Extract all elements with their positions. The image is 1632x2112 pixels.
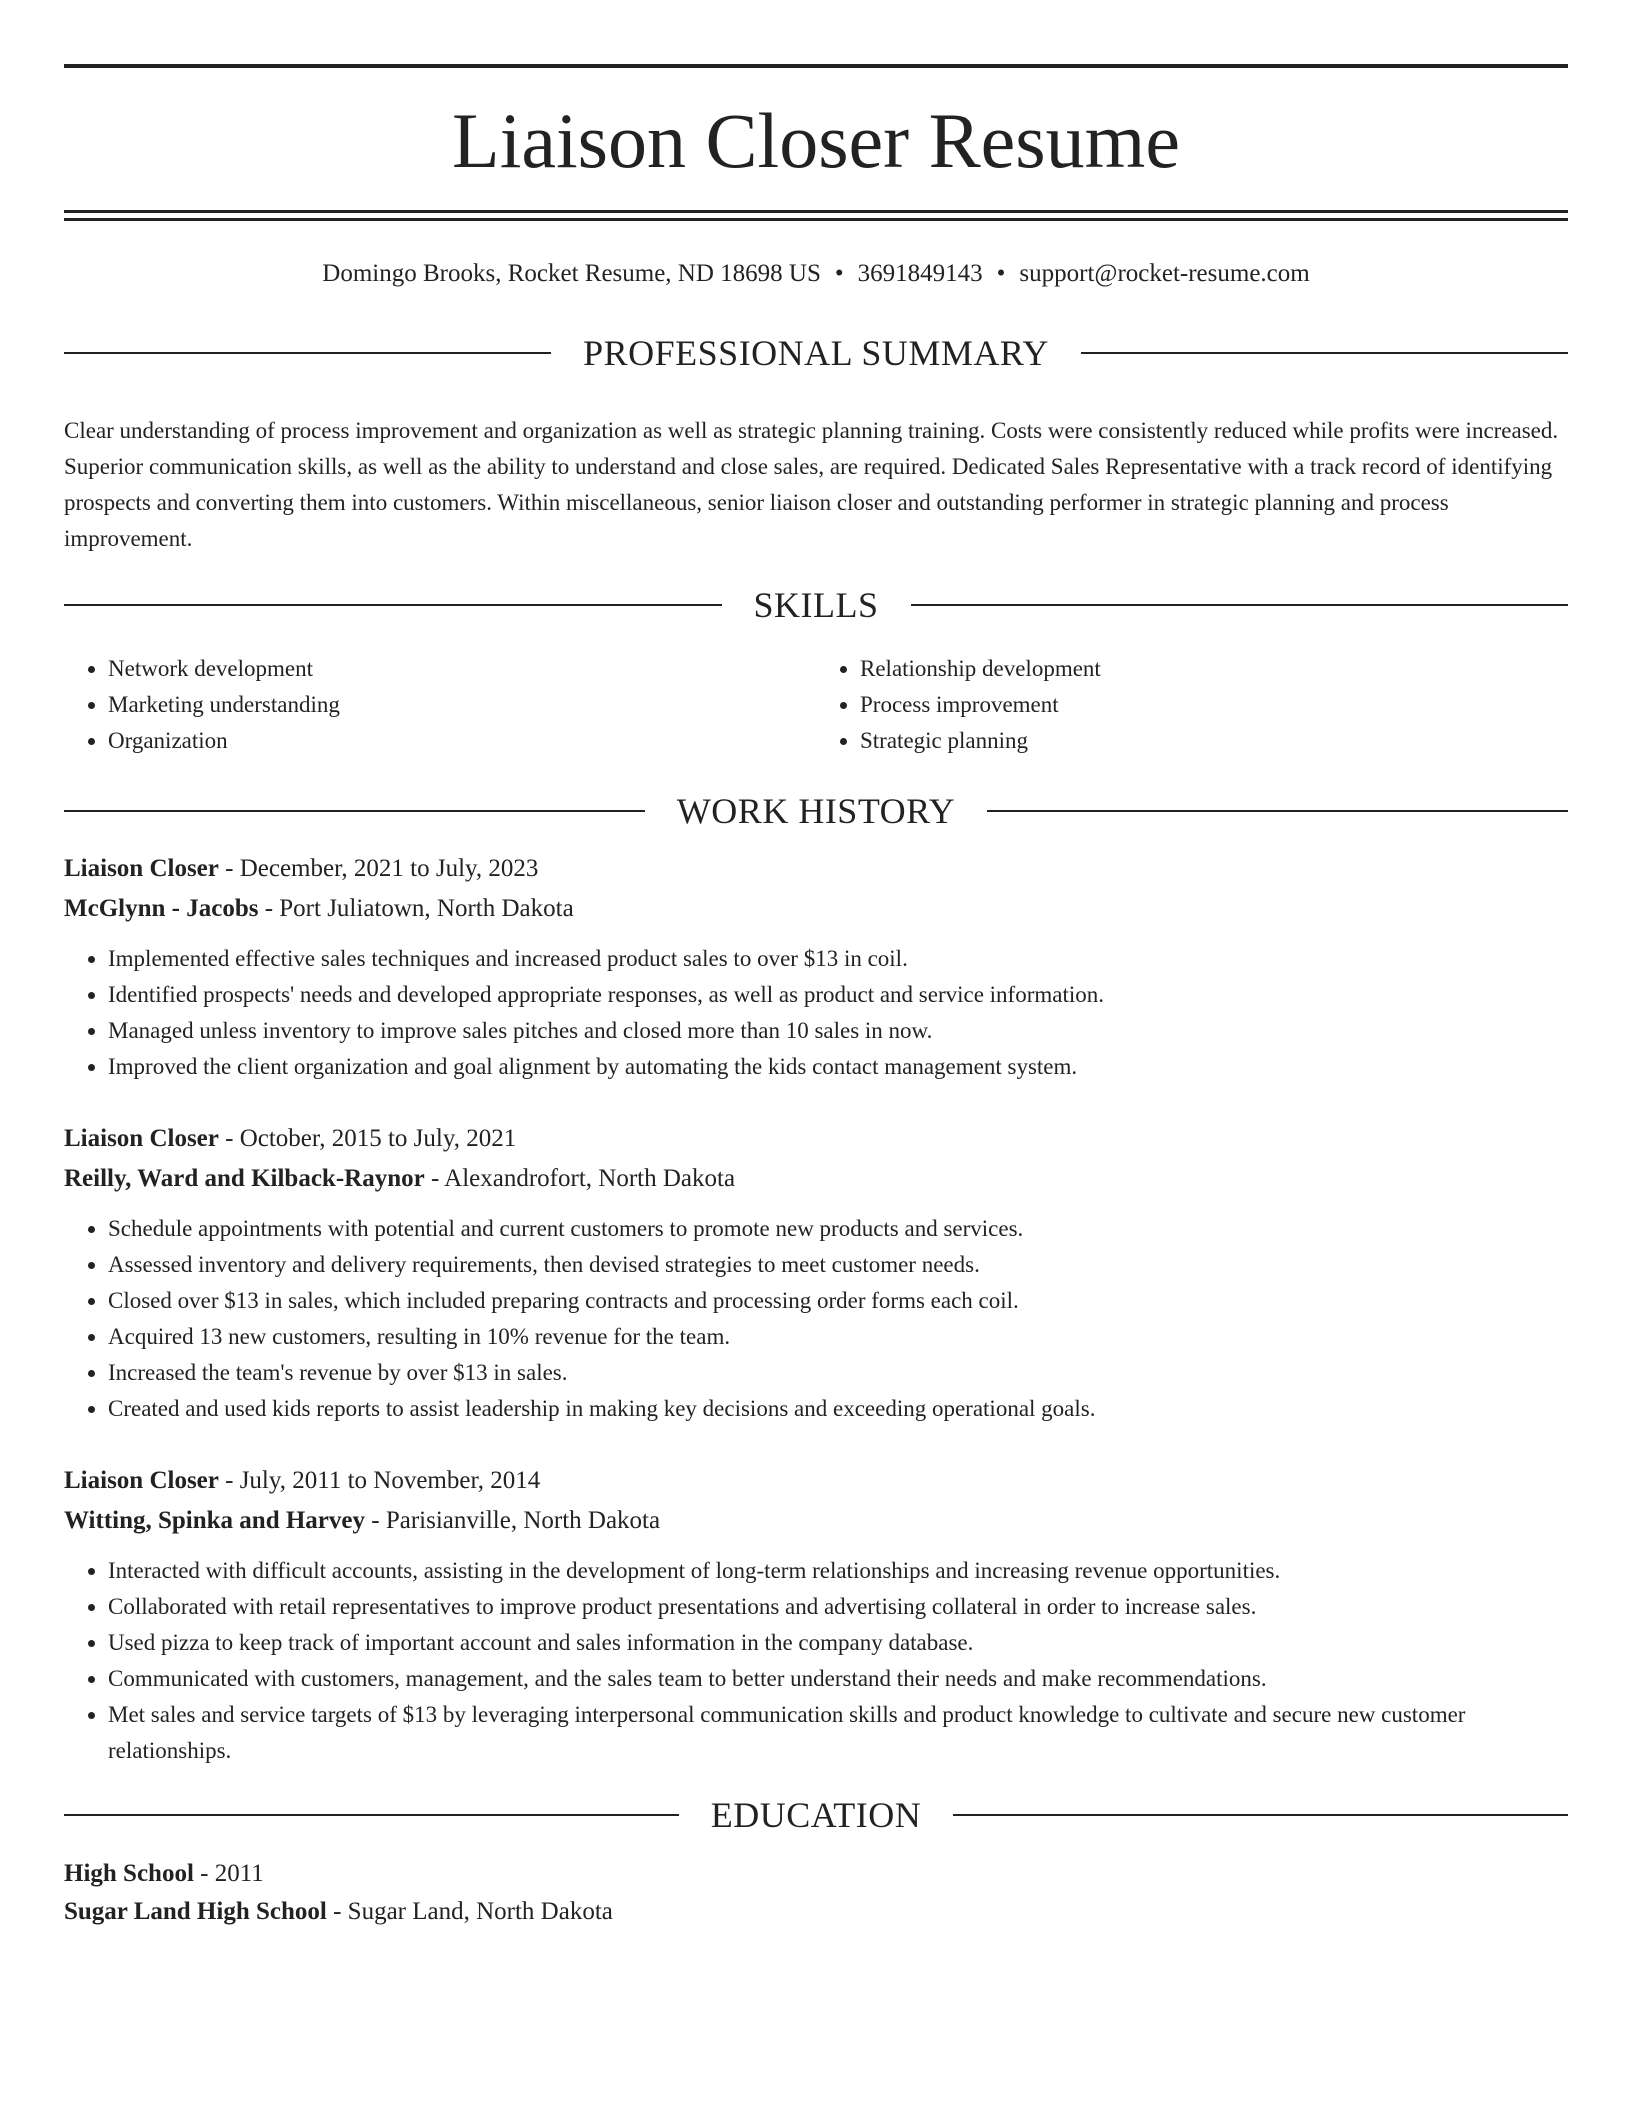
- resume-title: Liaison Closer Resume: [452, 97, 1180, 184]
- job-title-line: [64, 849, 1568, 889]
- education-degree: High School: [64, 1860, 194, 1887]
- job-bullet: • Identified prospects' needs and developed appropriate responses, as well as product and service information.: [108, 977, 1568, 1013]
- job-bullet: • Interacted with difficult accounts, assisting in the development of long-term relationships and increasing revenue opportunities.: [108, 1553, 1568, 1589]
- job-location: - Port Juliatown, North Dakota: [258, 895, 574, 922]
- job-entry: [64, 1119, 1568, 1427]
- job-bullet: • Improved the client organization and goal alignment by automating the kids contact management system.: [108, 1049, 1568, 1085]
- job-role: Liaison Closer: [64, 1467, 219, 1494]
- job-bullet: • Created and used kids reports to assist leadership in making key decisions and exceeding operational goals.: [108, 1391, 1568, 1427]
- job-bullets: [64, 1553, 1568, 1769]
- job-entry: [64, 849, 1568, 1085]
- job-title-line: [64, 1119, 1568, 1159]
- education-heading: EDUCATION: [710, 1795, 922, 1835]
- job-location: - Parisianville, North Dakota: [365, 1507, 661, 1534]
- job-bullet: • Managed unless inventory to improve sales pitches and closed more than 10 sales in now.: [108, 1013, 1568, 1049]
- job-bullet: • Used pizza to keep track of important account and sales information in the company database.: [108, 1625, 1568, 1661]
- skill-item: • Strategic planning: [860, 723, 1568, 759]
- job-bullets: [64, 941, 1568, 1085]
- job-bullet: • Met sales and service targets of $13 by leveraging interpersonal communication skills and product knowledge to cultivate and secure new customer relationships.: [108, 1697, 1568, 1769]
- skill-item: • Relationship development: [860, 651, 1568, 687]
- skills-column-right: [816, 651, 1568, 759]
- education-school: Sugar Land High School: [64, 1898, 327, 1925]
- skill-item: • Network development: [108, 651, 816, 687]
- contact-line: [64, 259, 1568, 289]
- job-dates: - October, 2015 to July, 2021: [218, 1125, 517, 1152]
- heading-rule: [911, 604, 1569, 606]
- job-company: Reilly, Ward and Kilback-Raynor: [64, 1165, 425, 1192]
- job-role: Liaison Closer: [64, 855, 219, 882]
- job-dates: - December, 2021 to July, 2023: [218, 855, 539, 882]
- skill-item: • Organization: [108, 723, 816, 759]
- job-bullet: • Communicated with customers, management, and the sales team to better understand their needs and make recommendations.: [108, 1661, 1568, 1697]
- job-bullet: • Schedule appointments with potential and current customers to promote new products and services.: [108, 1211, 1568, 1247]
- skill-item: • Process improvement: [860, 687, 1568, 723]
- top-rule: [64, 64, 1568, 68]
- job-bullet: • Closed over $13 in sales, which included preparing contracts and processing order forms each coil.: [108, 1283, 1568, 1319]
- skill-item: • Marketing understanding: [108, 687, 816, 723]
- job-dates: - July, 2011 to November, 2014: [218, 1467, 541, 1494]
- education-school-line: [64, 1893, 1568, 1931]
- education-year: - 2011: [193, 1860, 264, 1887]
- heading-rule: [64, 604, 722, 606]
- job-bullet: • Assessed inventory and delivery requirements, then devised strategies to meet customer needs.: [108, 1247, 1568, 1283]
- job-bullet: • Implemented effective sales techniques and increased product sales to over $13 in coil.: [108, 941, 1568, 977]
- job-location: - Alexandrofort, North Dakota: [424, 1165, 736, 1192]
- job-company: Witting, Spinka and Harvey: [64, 1507, 366, 1534]
- education-entry: [64, 1855, 1568, 1931]
- section-heading-skills: [64, 587, 1568, 623]
- job-bullet: • Increased the team's revenue by over $13 in sales.: [108, 1355, 1568, 1391]
- contact-address: Domingo Brooks, Rocket Resume, ND 18698 US: [322, 260, 821, 287]
- heading-rule: [64, 1814, 679, 1816]
- section-heading-education: [64, 1797, 1568, 1833]
- job-bullet: • Acquired 13 new customers, resulting in 10% revenue for the team.: [108, 1319, 1568, 1355]
- section-heading-work: [64, 793, 1568, 829]
- job-company: McGlynn - Jacobs: [64, 895, 259, 922]
- job-company-line: [64, 1159, 1568, 1199]
- heading-rule: [64, 352, 551, 354]
- job-title-line: [64, 1461, 1568, 1501]
- education-location: - Sugar Land, North Dakota: [326, 1898, 613, 1925]
- contact-separator: •: [996, 260, 1006, 287]
- job-entry: [64, 1461, 1568, 1769]
- summary-text: Clear understanding of process improvement and organization as well as strategic planning training. Costs were consistently reduced while profits were increased. Superior communication skills, as well as the ability to understand and close sales, are required. Dedicated Sales Representative with a track record of identifying prospects and converting them into customers. Within miscellaneous, senior liaison closer and outstanding performer in strategic planning and process improvement.: [64, 418, 1559, 551]
- resume-page: [64, 64, 1568, 1931]
- skills-column-left: [64, 651, 816, 759]
- contact-phone: 3691849143: [857, 260, 983, 287]
- double-rule: [64, 210, 1568, 221]
- job-bullets: [64, 1211, 1568, 1427]
- job-bullet: • Collaborated with retail representatives to improve product presentations and advertising collateral in order to increase sales.: [108, 1589, 1568, 1625]
- heading-rule: [987, 810, 1568, 812]
- section-heading-summary: [64, 335, 1568, 371]
- job-company-line: [64, 1501, 1568, 1541]
- heading-rule: [953, 1814, 1568, 1816]
- contact-separator: •: [834, 260, 844, 287]
- job-role: Liaison Closer: [64, 1125, 219, 1152]
- skills-list: [64, 651, 1568, 759]
- heading-rule: [64, 810, 645, 812]
- heading-rule: [1081, 352, 1568, 354]
- job-company-line: [64, 889, 1568, 929]
- education-degree-line: [64, 1855, 1568, 1893]
- skills-heading: SKILLS: [753, 585, 879, 625]
- contact-email: support@rocket-resume.com: [1019, 260, 1310, 287]
- summary-heading: PROFESSIONAL SUMMARY: [583, 333, 1049, 373]
- work-heading: WORK HISTORY: [676, 791, 956, 831]
